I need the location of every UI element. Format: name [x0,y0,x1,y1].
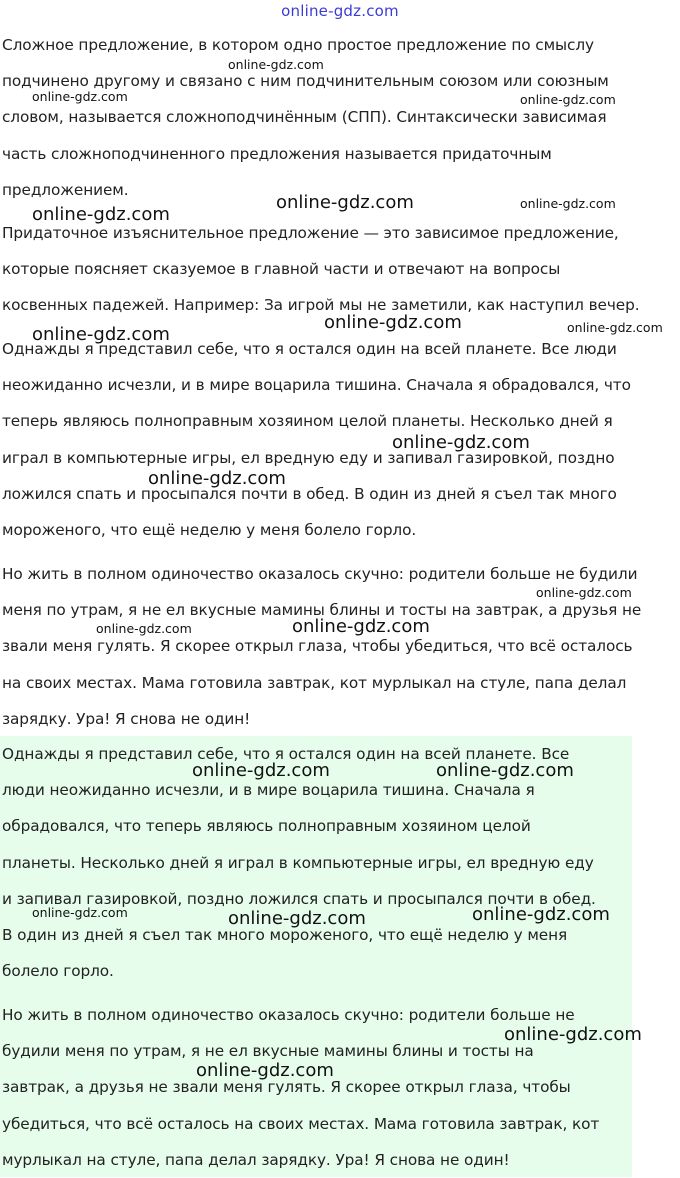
answer-paragraph-2 [2,997,672,1178]
watermark: online-gdz.com [292,616,430,637]
watermark: online-gdz.com [148,468,286,489]
watermark: online-gdz.com [32,905,128,920]
site-header [0,0,680,28]
text-line: обрадовался, что теперь являюсь полноправным хозяином целой [2,817,531,836]
text-line: играл в компьютерные игры, ел вредную еду и запивал газировкой, поздно [2,448,615,467]
watermark: online-gdz.com [567,320,663,335]
text-line: зарядку. Ура! Я снова не один! [2,709,251,728]
text-line: завтрак, а друзья не звали меня гулять. Я скорее открыл глаза, чтобы [2,1078,571,1097]
watermark: online-gdz.com [536,585,632,600]
watermark: online-gdz.com [436,760,574,781]
watermark: online-gdz.com [32,204,170,225]
answer-paragraph-1 [2,736,672,989]
watermark: online-gdz.com [276,192,414,213]
text-line: планеты. Несколько дней я играл в компьютерные игры, ел вредную еду [2,853,594,872]
text-line: мурлыкал на стуле, папа делал зарядку. Ура! Я снова не один! [2,1150,510,1169]
watermark: online-gdz.com [32,89,128,104]
watermark: online-gdz.com [228,57,324,72]
watermark: online-gdz.com [196,1060,334,1081]
text-line: Однажды я представил себе, что я остался один на всей планете. Все [2,745,570,763]
text-line: ложился спать и просыпался почти в обед. В один из дней я съел так много [2,484,617,503]
text-line: меня по утрам, я не ел вкусные мамины блины и тосты на завтрак, а друзья не [2,601,642,620]
definition-paragraph [2,215,672,324]
text-line: звали меня гулять. Я скорее открыл глаза, чтобы убедиться, что всё осталось [2,637,633,656]
text-line: убедиться, что всё осталось на своих местах. Мама готовила завтрак, кот [2,1114,600,1133]
text-line: теперь являюсь полноправным хозяином целой планеты. Несколько дней я [2,412,613,431]
text-line: часть сложноподчиненного предложения называется придаточным [2,144,552,163]
watermark: online-gdz.com [324,312,462,333]
site-logo-link[interactable]: online-gdz.com [281,2,399,20]
text-line: Но жить в полном одиночество оказалось скучно: родители больше не [2,1006,575,1024]
text-line: мороженого, что ещё неделю у меня болело горло. [2,520,417,539]
text-line: Однажды я представил себе, что я остался один на всей планете. Все люди [2,340,617,358]
text-line: на своих местах. Мама готовила завтрак, кот мурлыкал на стуле, папа делал [2,673,627,692]
watermark: online-gdz.com [96,621,192,636]
text-line: подчинено другому и связано с ним подчинительным союзом или союзным [2,72,609,91]
watermark: online-gdz.com [520,92,616,107]
watermark: online-gdz.com [472,904,610,925]
story-paragraph-1 [2,331,672,548]
text-line: будили меня по утрам, я не ел вкусные мамины блины и тосты на [2,1042,534,1061]
watermark: online-gdz.com [504,1024,642,1045]
watermark: online-gdz.com [192,760,330,781]
text-line: которые поясняет сказуемое в главной части и отвечают на вопросы [2,260,561,279]
text-line: Сложное предложение, в котором одно простое предложение по смыслу [2,36,594,54]
text-line: Но жить в полном одиночество оказалось скучно: родители больше не будили [2,565,638,583]
text-line: словом, называется сложноподчинённым (СПП). Синтаксически зависимая [2,108,607,127]
text-line: предложением. [2,180,129,199]
watermark: online-gdz.com [392,432,530,453]
text-line: неожиданно исчезли, и в мире воцарила тишина. Сначала я обрадовался, что [2,376,631,395]
text-line: и запивал газировкой, поздно ложился спать и просыпался почти в обед. [2,889,596,908]
text-line: болело горло. [2,962,114,981]
text-line: Придаточное изъяснительное предложение — это зависимое предложение, [2,224,619,242]
theory-paragraph [2,27,672,208]
watermark: online-gdz.com [32,324,170,345]
text-line: В один из дней я съел так много мороженого, что ещё неделю у меня [2,925,568,944]
watermark: online-gdz.com [228,908,366,929]
watermark: online-gdz.com [520,196,616,211]
text-line: люди неожиданно исчезли, и в мире воцарила тишина. Сначала я [2,781,535,800]
story-paragraph-2 [2,556,672,737]
text-line: косвенных падежей. Например: За игрой мы не заметили, как наступил вечер. [2,296,640,315]
